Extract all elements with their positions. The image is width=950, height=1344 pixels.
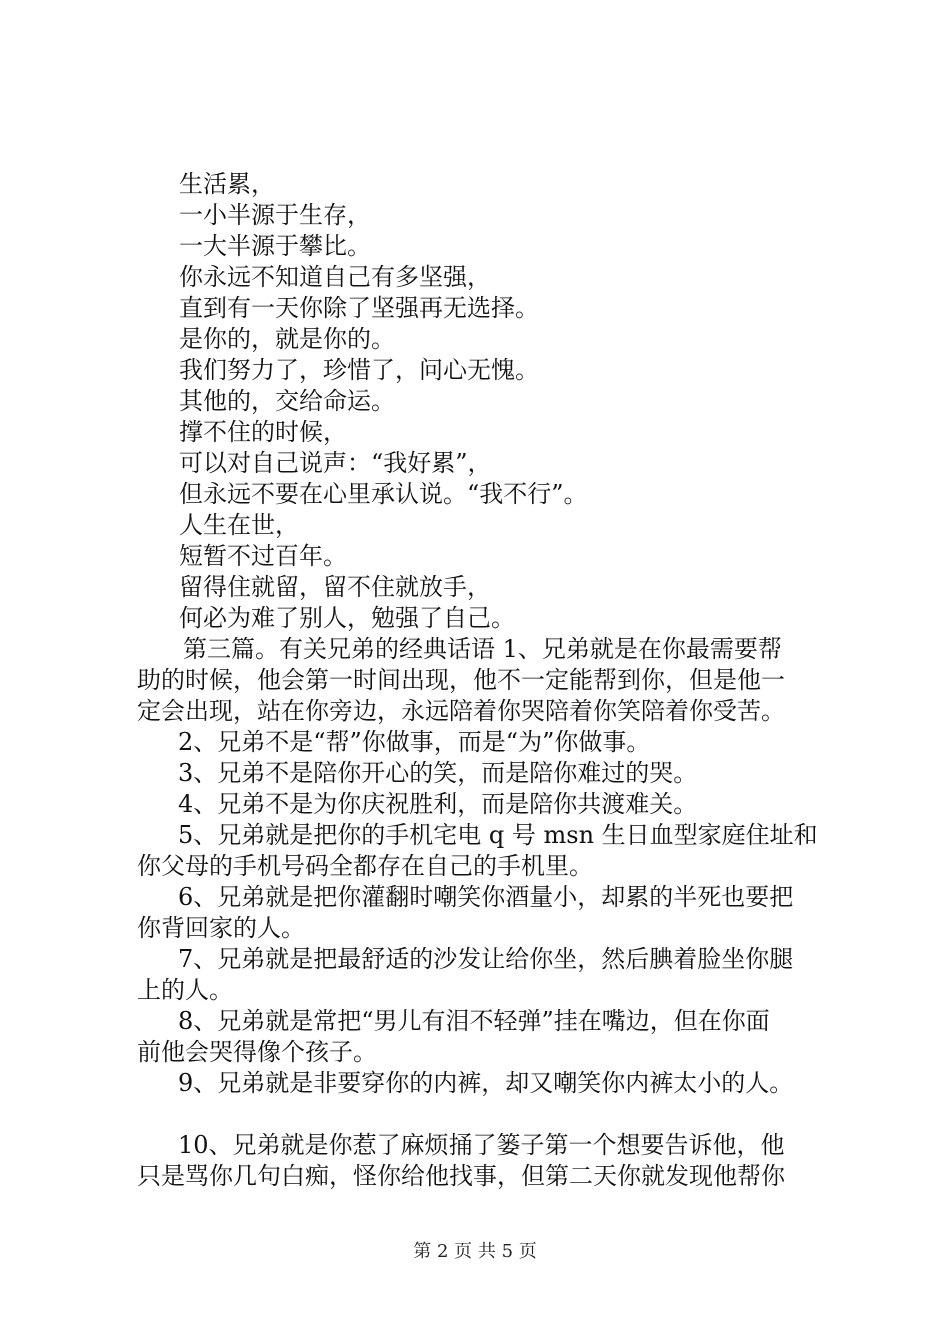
list-item-7-cont: 上的人。: [137, 976, 233, 1004]
poem-line: 撑不住的时候，: [179, 418, 347, 446]
poem-line: 直到有一天你除了坚强再无选择。: [179, 294, 539, 322]
page-number-footer: 第 2 页 共 5 页: [413, 1241, 537, 1262]
section-heading-line: 第三篇。有关兄弟的经典话语 1、兄弟就是在你最需要帮: [183, 635, 782, 663]
list-item-6-cont: 你背回家的人。: [137, 914, 305, 942]
poem-line: 生活累，: [179, 170, 275, 198]
list-item-8: 8、兄弟就是常把“男儿有泪不轻弹”挂在嘴边，但在你面: [178, 1007, 770, 1035]
poem-line: 留得住就留，留不住就放手，: [179, 573, 491, 601]
poem-line: 但永远不要在心里承认说。“我不行”。: [179, 480, 588, 508]
poem-line: 人生在世，: [179, 511, 299, 539]
poem-line: 短暂不过百年。: [179, 542, 347, 570]
document-body: [137, 169, 832, 1192]
list-item-9: 9、兄弟就是非要穿你的内裤，却又嘲笑你内裤太小的人。: [178, 1069, 794, 1097]
poem-line: 可以对自己说声：“我好累”，: [179, 449, 492, 477]
poem-line: 我们努力了，珍惜了，问心无愧。: [179, 356, 539, 384]
poem-line: 一小半源于生存，: [179, 201, 371, 229]
list-item-10-cont: 只是骂你几句白痴，怪你给他找事，但第二天你就发现他帮你: [137, 1162, 785, 1190]
list-item-3: 3、兄弟不是陪你开心的笑，而是陪你难过的哭。: [178, 759, 698, 787]
poem-line: 一大半源于攀比。: [179, 232, 371, 260]
section-heading-line: 定会出现，站在你旁边，永远陪着你哭陪着你笑陪着你受苦。: [137, 697, 785, 725]
list-item-10: 10、兄弟就是你惹了麻烦捅了篓子第一个想要告诉他，他: [178, 1131, 785, 1159]
paragraph-gap: [137, 1099, 832, 1130]
list-item-6: 6、兄弟就是把你灌翻时嘲笑你酒量小，却累的半死也要把: [178, 883, 794, 911]
poem-line: 你永远不知道自己有多坚强，: [179, 263, 491, 291]
poem-line: 是你的，就是你的。: [179, 325, 395, 353]
list-item-8-cont: 前他会哭得像个孩子。: [137, 1038, 377, 1066]
list-item-5: 5、兄弟就是把你的手机宅电 q 号 msn 生日血型家庭住址和: [178, 821, 818, 849]
poem-line: 何必为难了别人，勉强了自己。: [179, 604, 515, 632]
list-item-7: 7、兄弟就是把最舒适的沙发让给你坐，然后腆着脸坐你腿: [178, 945, 794, 973]
list-item-4: 4、兄弟不是为你庆祝胜利，而是陪你共渡难关。: [178, 790, 698, 818]
list-item-5-cont: 你父母的手机号码全都存在自己的手机里。: [137, 852, 593, 880]
section-heading-line: 助的时候，他会第一时间出现，他不一定能帮到你，但是他一: [137, 666, 785, 694]
poem-line: 其他的，交给命运。: [179, 387, 395, 415]
list-item-2: 2、兄弟不是“帮”你做事，而是“为”你做事。: [178, 728, 651, 756]
